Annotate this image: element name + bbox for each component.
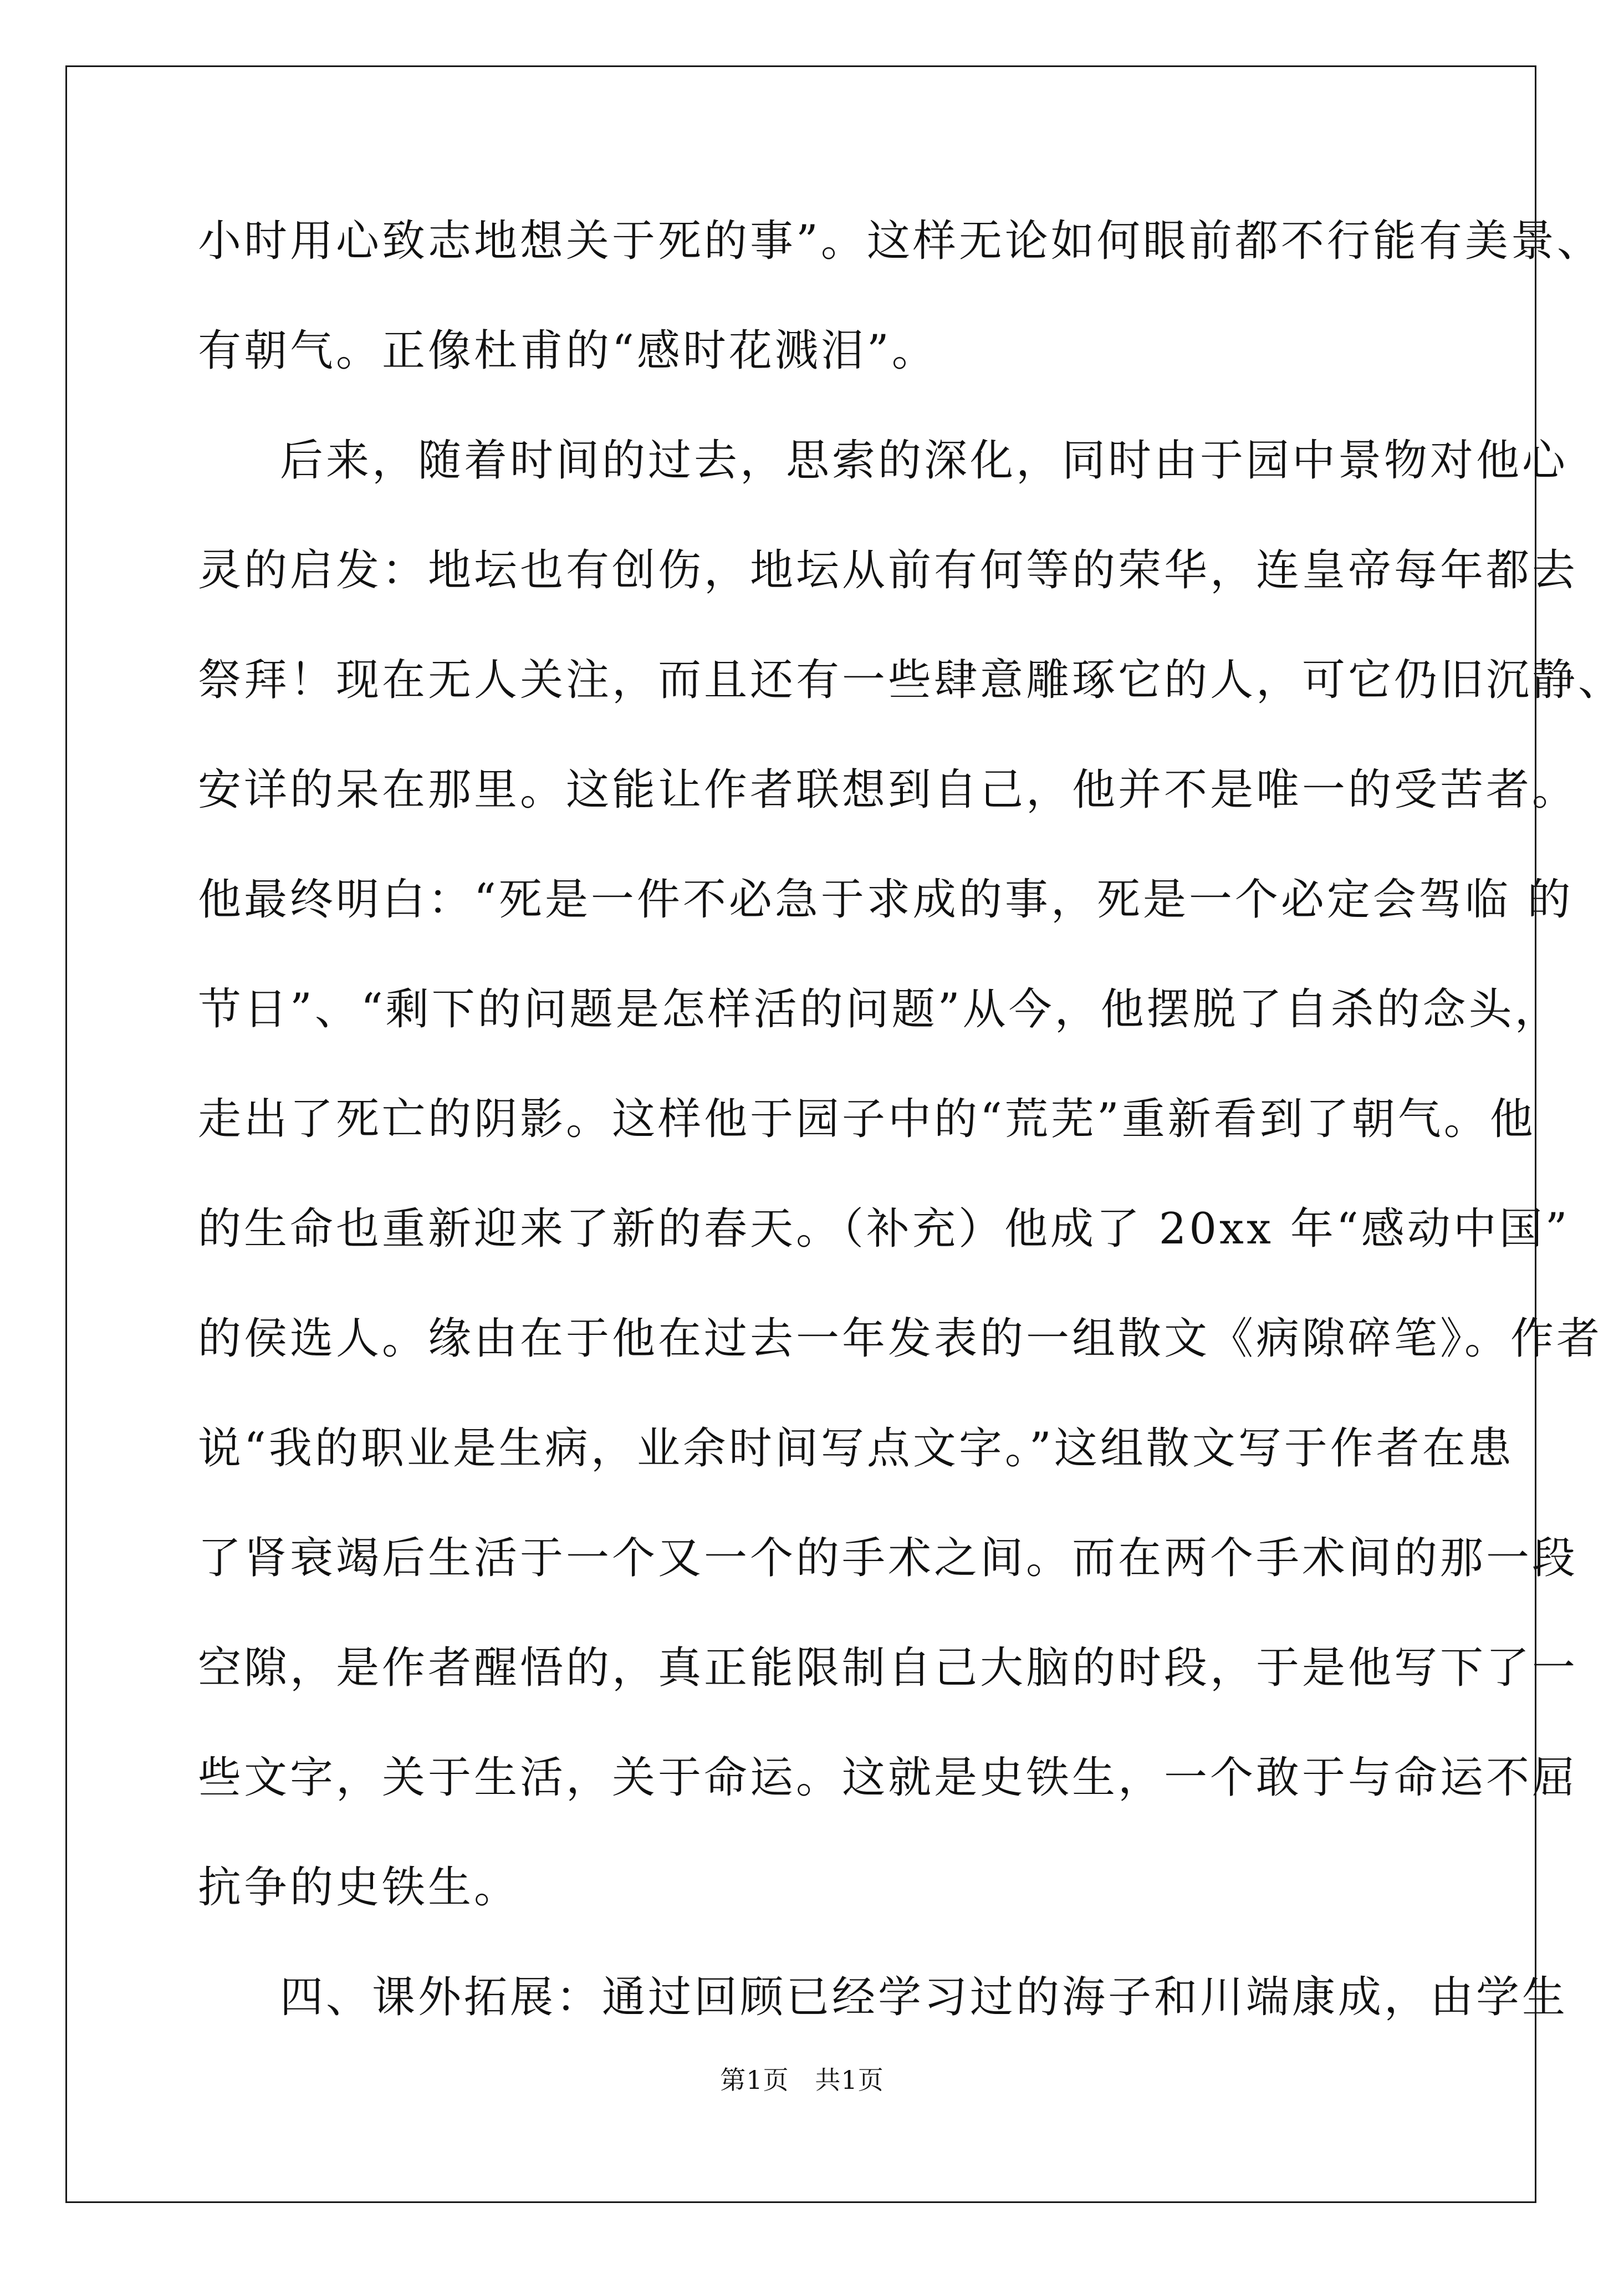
text-line: 些文字，关于生活，关于命运。这就是史铁生，一个敢于与命运不屈 [198, 1753, 1579, 1803]
text-line: 抗争的史铁生。 [198, 1863, 520, 1913]
text-line: 了肾衰竭后生活于一个又一个的手术之间。而在两个手术间的那一段 [198, 1533, 1579, 1583]
text-line: 空隙，是作者醒悟的，真正能限制自己大脑的时段，于是他写下了一 [198, 1643, 1579, 1693]
text-line: 灵的启发：地坛也有创伤，地坛从前有何等的荣华，连皇帝每年都去 [198, 545, 1579, 595]
text-line: 的生命也重新迎来了新的春天。（补充）他成了 20xx 年“感动中国” [198, 1204, 1570, 1254]
text-line: 小时用心致志地想关于死的事”。这样无论如何眼前都不行能有美景、 [198, 216, 1603, 266]
text-line: 的侯选人。缘由在于他在过去一年发表的一组散文《病隙碎笔》。作者 [198, 1314, 1603, 1364]
text-line: 节日”、“剩下的问题是怎样活的问题”从今，他摆脱了自杀的念头， [198, 985, 1561, 1034]
text-line: 祭拜！现在无人关注，而且还有一些肆意雕琢它的人，可它仍旧沉静、 [198, 655, 1624, 705]
page-number-footer: 第1页 共1页 [720, 2065, 884, 2095]
paragraph-start-line: 后来，随着时间的过去，思索的深化，同时由于园中景物对他心 [280, 436, 1569, 486]
body-text [198, 208, 1624, 2074]
text-line: 安详的呆在那里。这能让作者联想到自己，他并不是唯一的受苦者。 [198, 765, 1579, 815]
text-line: 有朝气。正像杜甫的“感时花溅泪”。 [198, 326, 938, 376]
text-line: 说“我的职业是生病，业余时间写点文字。”这组散文写于作者在患 [198, 1424, 1514, 1473]
text-line: 他最终明白：“死是一件不必急于求成的事，死是一个必定会驾临 的 [198, 875, 1574, 925]
paragraph-start-line: 四、课外拓展：通过回顾已经学习过的海子和川端康成，由学生 [280, 1972, 1569, 2022]
text-line: 走出了死亡的阴影。这样他于园子中的“荒芜”重新看到了朝气。他 [198, 1094, 1536, 1144]
